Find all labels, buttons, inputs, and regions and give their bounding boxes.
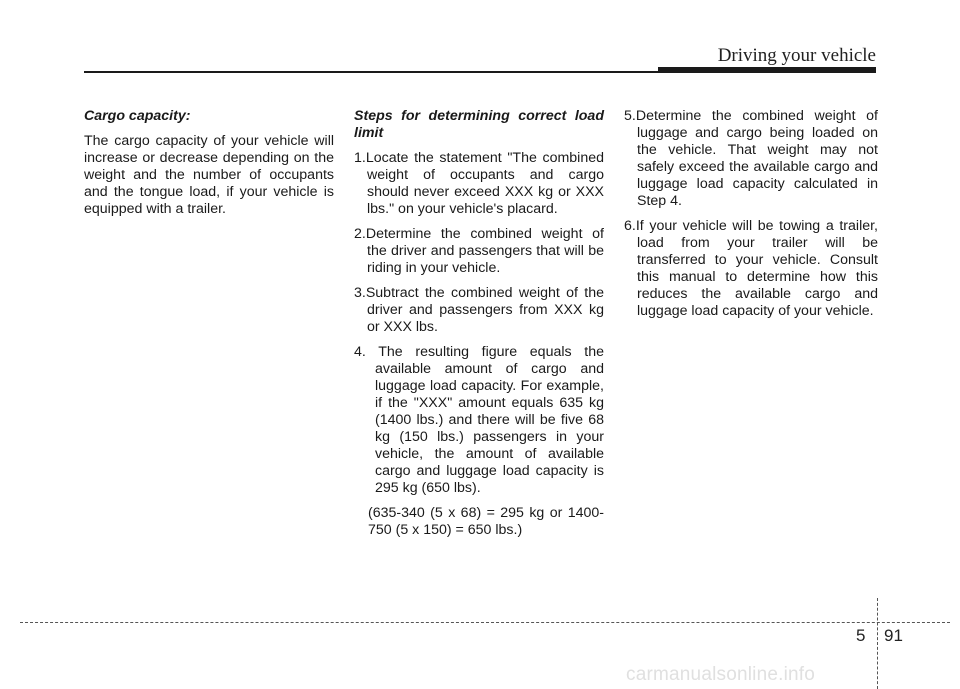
footer-page-divider [877, 598, 878, 689]
step-3: 3.Subtract the combined weight of the driver and passengers from XXX kg or XXX lbs. [354, 285, 604, 335]
step-5: 5.Determine the combined weight of luggage and cargo being loaded on the vehicle. That weight may not safely exceed the available cargo and luggage load capacity calculated in Step 4. [624, 108, 878, 209]
footer-divider [20, 622, 950, 623]
chapter-title: Driving your vehicle [717, 45, 876, 66]
page-number: 91 [884, 626, 903, 645]
example-formula: (635-340 (5 x 68) = 295 kg or 1400-750 (5 x 150) = 650 lbs.) [368, 505, 604, 538]
column-cargo-capacity [84, 108, 334, 218]
section-number: 5 [856, 626, 866, 645]
step-4: 4. The resulting figure equals the available amount of cargo and luggage load capacity. For example, if the "XXX" amount equals 635 kg (1400 lbs.) and there will be five 68 kg (150 lbs.) passengers in your vehicle, the amount of available cargo and luggage load capacity is 295 kg (650 lbs). [354, 344, 604, 496]
header-rule-accent [658, 67, 876, 73]
step-1: 1.Locate the statement "The combined weight of occupants and cargo should never exceed XXX kg or XXX lbs." on your vehicle's placard. [354, 150, 604, 217]
watermark: carmanualsonline.info [626, 664, 816, 685]
step-2: 2.Determine the combined weight of the driver and passengers that will be riding in your vehicle. [354, 226, 604, 276]
column-load-limit-steps [354, 108, 604, 539]
cargo-capacity-text: The cargo capacity of your vehicle will increase or decrease depending on the weight and the number of occupants and the tongue load, if your vehicle is equipped with a trailer. [84, 133, 334, 217]
cargo-capacity-heading: Cargo capacity: [84, 108, 191, 124]
load-limit-heading: Steps for determining correct load limit [354, 108, 604, 141]
column-load-limit-steps-continued [624, 108, 878, 328]
step-6: 6.If your vehicle will be towing a trailer, load from your trailer will be transferred to your vehicle. Consult this manual to determine how this reduces the available cargo and luggage load capacity of your vehicle. [624, 218, 878, 319]
